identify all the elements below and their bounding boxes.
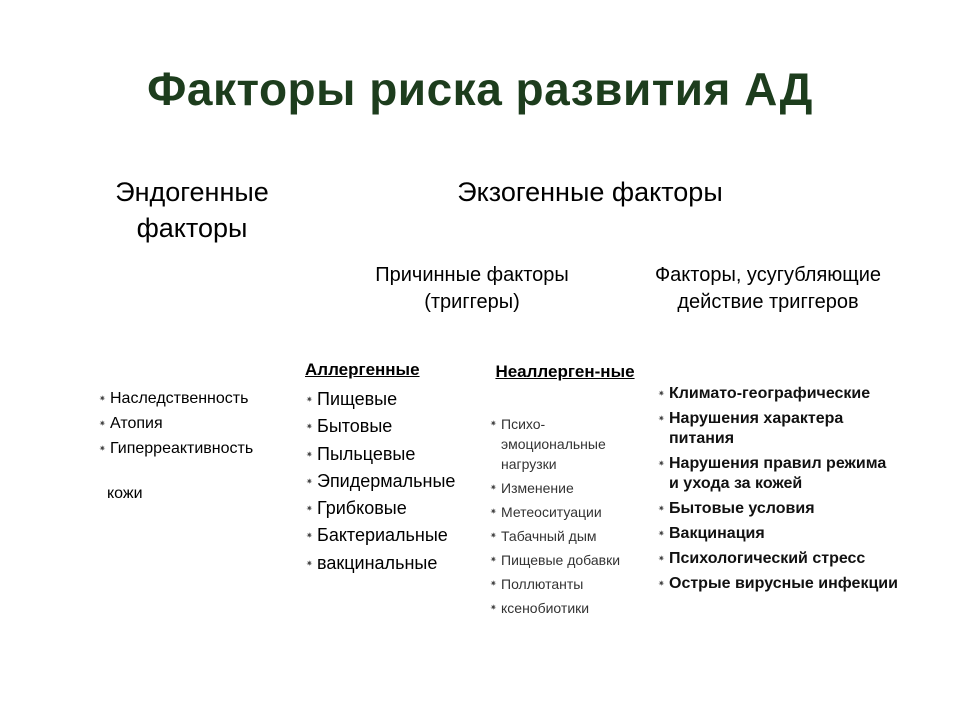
allergenic-item: ✷ Грибковые bbox=[306, 495, 455, 522]
endogenous-heading: Эндогенные факторы bbox=[115, 177, 269, 243]
allergenic-list bbox=[306, 386, 455, 577]
aggravating-item: ✷ Нарушения характера питания bbox=[658, 409, 898, 449]
non-allergenic-item: ✷ Психо-эмоциональные нагрузки bbox=[490, 414, 640, 474]
aggravating-item: ✷ Нарушения правил режима и ухода за кожей bbox=[658, 454, 898, 494]
aggravating-item: ✷ Вакцинация bbox=[658, 524, 898, 544]
endogenous-list bbox=[99, 386, 253, 461]
non-allergenic-heading: Неаллерген-ные bbox=[495, 362, 635, 381]
allergenic-item: ✷ Бытовые bbox=[306, 413, 455, 440]
allergenic-item: ✷ Пищевые bbox=[306, 386, 455, 413]
aggravating-item: ✷ Климато-географические bbox=[658, 384, 898, 404]
non-allergenic-item: ✷ Поллютанты bbox=[490, 574, 640, 594]
endogenous-item: ✷ Атопия bbox=[99, 411, 253, 436]
non-allergenic-item: ✷ Пищевые добавки bbox=[490, 550, 640, 570]
allergenic-heading: Аллергенные bbox=[305, 360, 420, 379]
endogenous-extra: кожи bbox=[107, 485, 143, 502]
causal-factors-heading: Причинные факторы (триггеры) bbox=[375, 264, 569, 313]
endogenous-item: ✷ Гиперреактивность bbox=[99, 436, 253, 461]
aggravating-item: ✷ Психологический стресс bbox=[658, 549, 898, 569]
non-allergenic-item: ✷ Изменение bbox=[490, 478, 640, 498]
aggravating-item: ✷ Бытовые условия bbox=[658, 499, 898, 519]
allergenic-item: ✷ Бактериальные bbox=[306, 522, 455, 549]
slide-title: Факторы риска развития АД bbox=[147, 63, 813, 115]
non-allergenic-list bbox=[490, 414, 640, 622]
exogenous-heading: Экзогенные факторы bbox=[457, 177, 723, 207]
non-allergenic-item: ✷ ксенобиотики bbox=[490, 598, 640, 618]
allergenic-item: ✷ Эпидермальные bbox=[306, 468, 455, 495]
endogenous-item: ✷ Наследственность bbox=[99, 386, 253, 411]
allergenic-item: ✷ Пыльцевые bbox=[306, 441, 455, 468]
aggravating-factors-heading: Факторы, усугубляющие действие триггеров bbox=[654, 264, 882, 313]
allergenic-item: ✷ вакцинальные bbox=[306, 550, 455, 577]
aggravating-item: ✷ Острые вирусные инфекции bbox=[658, 574, 898, 594]
non-allergenic-item: ✷ Метеоситуации bbox=[490, 502, 640, 522]
non-allergenic-item: ✷ Табачный дым bbox=[490, 526, 640, 546]
aggravating-list bbox=[658, 384, 898, 599]
